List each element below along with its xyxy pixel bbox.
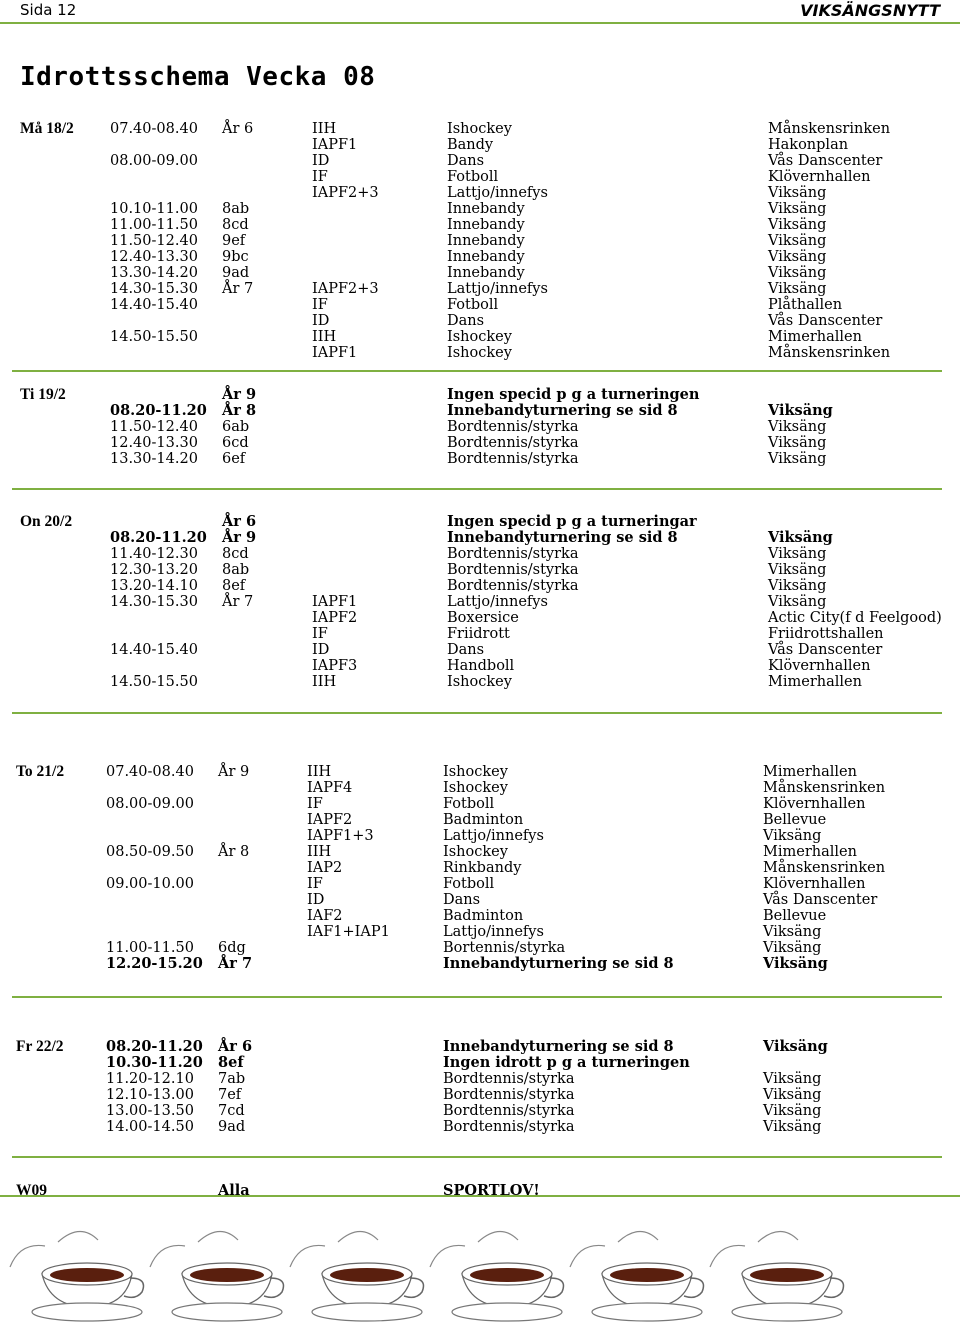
place-cell: Viksäng [768, 281, 827, 297]
time-cell: 11.20-12.10 [106, 1071, 194, 1087]
time-cell: 08.00-09.00 [106, 796, 194, 812]
group-cell: År 8 [222, 402, 257, 419]
schedule-row [0, 530, 960, 546]
time-cell: 14.00-14.50 [106, 1119, 194, 1135]
schedule-row [0, 297, 960, 313]
group-cell: År 6 [222, 121, 254, 137]
place-cell: Actic City(f d Feelgood) [768, 610, 942, 626]
coffee-cup-icon [10, 1231, 144, 1321]
code-cell: IIH [312, 329, 337, 345]
code-cell: IAPF4 [307, 780, 353, 796]
activity-cell: Innebandyturnering se sid 8 [447, 402, 678, 419]
schedule-row [0, 313, 960, 329]
activity-cell: Dans [447, 153, 485, 169]
schedule-row [0, 796, 960, 812]
place-cell: Bellevue [763, 812, 827, 828]
code-cell: IAPF2 [307, 812, 353, 828]
day-label: On 20/2 [20, 513, 73, 530]
schedule-row [0, 1103, 960, 1119]
section-divider [12, 488, 942, 490]
place-cell: Viksäng [763, 828, 822, 844]
time-cell: 12.40-13.30 [110, 249, 198, 265]
place-cell: Plåthallen [768, 297, 843, 313]
activity-cell: Ingen idrott p g a turneringen [443, 1054, 690, 1071]
day-section [0, 1039, 960, 1135]
time-cell: 08.00-09.00 [110, 153, 198, 169]
schedule-row [0, 924, 960, 940]
code-cell: IF [307, 876, 323, 892]
schedule-row [0, 658, 960, 674]
time-cell: 14.40-15.40 [110, 297, 198, 313]
activity-cell: Lattjo/innefys [447, 281, 548, 297]
section-divider [12, 712, 942, 714]
schedule-row [0, 610, 960, 626]
code-cell: ID [307, 892, 325, 908]
schedule-row [0, 387, 960, 403]
place-cell: Friidrottshallen [768, 626, 884, 642]
newspaper-name: VIKSÄNGSNYTT [800, 1, 940, 20]
activity-cell: Ishockey [443, 844, 508, 860]
activity-cell: Innebandy [447, 201, 525, 217]
activity-cell: Badminton [443, 908, 524, 924]
schedule-row [0, 281, 960, 297]
group-cell: 9ef [222, 233, 246, 249]
schedule-row [0, 403, 960, 419]
place-cell: Vås Danscenter [763, 892, 878, 908]
activity-cell: Innebandy [447, 265, 525, 281]
code-cell: IAPF2 [312, 610, 358, 626]
schedule-row [0, 844, 960, 860]
footer-decoration [0, 1195, 960, 1340]
activity-cell: Bordtennis/styrka [447, 578, 579, 594]
schedule-row [0, 812, 960, 828]
schedule-row [0, 562, 960, 578]
activity-cell: Bortennis/styrka [443, 940, 566, 956]
time-cell: 11.40-12.30 [110, 546, 198, 562]
activity-cell: Innebandyturnering se sid 8 [443, 1038, 674, 1055]
group-cell: År 7 [218, 955, 253, 972]
place-cell: Vås Danscenter [768, 642, 883, 658]
schedule-row [0, 185, 960, 201]
group-cell: År 9 [222, 386, 257, 403]
schedule-row [0, 201, 960, 217]
activity-cell: Bordtennis/styrka [443, 1071, 575, 1087]
time-cell: 13.30-14.20 [110, 451, 198, 467]
activity-cell: Badminton [443, 812, 524, 828]
group-cell: År 8 [218, 844, 250, 860]
schedule-row [0, 546, 960, 562]
place-cell: Klövernhallen [768, 169, 871, 185]
code-cell: IAP2 [307, 860, 343, 876]
time-cell: 12.40-13.30 [110, 435, 198, 451]
activity-cell: Lattjo/innefys [447, 185, 548, 201]
code-cell: IIH [307, 764, 332, 780]
activity-cell: Bordtennis/styrka [447, 419, 579, 435]
code-cell: IAPF1 [312, 594, 358, 610]
time-cell: 09.00-10.00 [106, 876, 194, 892]
schedule-row [0, 217, 960, 233]
group-cell: 6ab [222, 419, 250, 435]
activity-cell: Innebandyturnering se sid 8 [443, 955, 674, 972]
activity-cell: Fotboll [447, 297, 499, 313]
group-cell: 7ab [218, 1071, 246, 1087]
group-cell: År 9 [222, 529, 257, 546]
activity-cell: Bordtennis/styrka [447, 562, 579, 578]
activity-cell: Lattjo/innefys [443, 828, 544, 844]
section-divider [12, 1156, 942, 1158]
place-cell: Hakonplan [768, 137, 849, 153]
page-title: Idrottsschema Vecka 08 [20, 62, 376, 92]
place-cell: Viksäng [768, 578, 827, 594]
time-cell: 11.50-12.40 [110, 233, 198, 249]
schedule-row [0, 764, 960, 780]
code-cell: IIH [312, 121, 337, 137]
place-cell: Vås Danscenter [768, 153, 883, 169]
schedule-row [0, 265, 960, 281]
activity-cell: Ishockey [447, 345, 512, 361]
code-cell: ID [312, 642, 330, 658]
coffee-cup-icon [570, 1231, 704, 1321]
code-cell: IAF1+IAP1 [307, 924, 390, 940]
group-cell: År 7 [222, 594, 254, 610]
place-cell: Viksäng [763, 1119, 822, 1135]
schedule-row [0, 956, 960, 972]
group-cell: År 6 [222, 513, 257, 530]
place-cell: Viksäng [763, 1087, 822, 1103]
coffee-cup-border [0, 1197, 960, 1340]
time-cell: 11.00-11.50 [106, 940, 194, 956]
activity-cell: Dans [447, 313, 485, 329]
activity-cell: SPORTLOV! [443, 1182, 540, 1199]
time-cell: 14.30-15.30 [110, 281, 198, 297]
time-cell: 14.40-15.40 [110, 642, 198, 658]
place-cell: Viksäng [768, 402, 833, 419]
schedule-row [0, 626, 960, 642]
activity-cell: Innebandy [447, 233, 525, 249]
group-cell: 9bc [222, 249, 249, 265]
time-cell: 08.20-11.20 [106, 1038, 203, 1055]
code-cell: IIH [307, 844, 332, 860]
place-cell: Viksäng [768, 233, 827, 249]
page-header [0, 0, 960, 24]
activity-cell: Bordtennis/styrka [447, 546, 579, 562]
schedule-row [0, 514, 960, 530]
coffee-cup-icon [430, 1231, 564, 1321]
schedule-row [0, 1119, 960, 1135]
place-cell: Månskensrinken [768, 345, 891, 361]
activity-cell: Dans [447, 642, 485, 658]
time-cell: 10.10-11.00 [110, 201, 198, 217]
schedule-row [0, 940, 960, 956]
schedule-row [0, 233, 960, 249]
activity-cell: Ishockey [447, 674, 512, 690]
activity-cell: Innebandy [447, 249, 525, 265]
activity-cell: Ishockey [447, 329, 512, 345]
place-cell: Viksäng [763, 1038, 828, 1055]
schedule-row [0, 435, 960, 451]
place-cell: Klövernhallen [763, 796, 866, 812]
day-section [0, 387, 960, 467]
schedule-row [0, 908, 960, 924]
activity-cell: Ingen specid p g a turneringen [447, 386, 700, 403]
coffee-cup-icon [150, 1231, 284, 1321]
day-section [0, 764, 960, 972]
schedule-row [0, 121, 960, 137]
time-cell: 10.30-11.20 [106, 1054, 203, 1071]
schedule-row [0, 249, 960, 265]
code-cell: IAPF2+3 [312, 185, 379, 201]
code-cell: IAPF1+3 [307, 828, 374, 844]
time-cell: 08.20-11.20 [110, 402, 207, 419]
activity-cell: Innebandyturnering se sid 8 [447, 529, 678, 546]
place-cell: Månskensrinken [763, 780, 886, 796]
group-cell: Alla [218, 1182, 250, 1199]
place-cell: Viksäng [763, 1071, 822, 1087]
time-cell: 07.40-08.40 [106, 764, 194, 780]
time-cell: 12.30-13.20 [110, 562, 198, 578]
activity-cell: Fotboll [443, 796, 495, 812]
place-cell: Viksäng [768, 435, 827, 451]
place-cell: Viksäng [768, 249, 827, 265]
schedule-row [0, 137, 960, 153]
place-cell: Viksäng [768, 217, 827, 233]
activity-cell: Fotboll [443, 876, 495, 892]
day-label: Må 18/2 [20, 120, 74, 137]
schedule-row [0, 892, 960, 908]
place-cell: Klövernhallen [768, 658, 871, 674]
activity-cell: Friidrott [447, 626, 510, 642]
activity-cell: Handboll [447, 658, 515, 674]
activity-cell: Fotboll [447, 169, 499, 185]
code-cell: IAPF1 [312, 345, 358, 361]
time-cell: 08.20-11.20 [110, 529, 207, 546]
activity-cell: Ishockey [443, 764, 508, 780]
schedule-row [0, 1055, 960, 1071]
place-cell: Viksäng [768, 546, 827, 562]
schedule-row [0, 1087, 960, 1103]
time-cell: 13.20-14.10 [110, 578, 198, 594]
day-label: W09 [16, 1182, 47, 1199]
code-cell: IAPF3 [312, 658, 358, 674]
code-cell: IF [312, 297, 328, 313]
schedule-row [0, 860, 960, 876]
schedule-row [0, 1039, 960, 1055]
place-cell: Viksäng [768, 451, 827, 467]
day-section [0, 121, 960, 361]
group-cell: 8ab [222, 562, 250, 578]
schedule-row [0, 329, 960, 345]
place-cell: Viksäng [768, 419, 827, 435]
time-cell: 11.00-11.50 [110, 217, 198, 233]
group-cell: 9ad [218, 1119, 246, 1135]
code-cell: IIH [312, 674, 337, 690]
group-cell: 7cd [218, 1103, 245, 1119]
place-cell: Viksäng [768, 201, 827, 217]
group-cell: År 6 [218, 1038, 253, 1055]
time-cell: 13.00-13.50 [106, 1103, 194, 1119]
place-cell: Viksäng [763, 1103, 822, 1119]
time-cell: 08.50-09.50 [106, 844, 194, 860]
place-cell: Månskensrinken [763, 860, 886, 876]
schedule-row [0, 594, 960, 610]
activity-cell: Ingen specid p g a turneringar [447, 513, 697, 530]
place-cell: Viksäng [768, 562, 827, 578]
code-cell: IF [312, 169, 328, 185]
activity-cell: Bordtennis/styrka [443, 1119, 575, 1135]
section-divider [12, 370, 942, 372]
group-cell: 7ef [218, 1087, 242, 1103]
group-cell: 6dg [218, 940, 246, 956]
section-divider [12, 996, 942, 998]
day-label: To 21/2 [16, 763, 65, 780]
schedule-row [0, 153, 960, 169]
schedule-row [0, 642, 960, 658]
coffee-cup-icon [290, 1231, 424, 1321]
group-cell: År 7 [222, 281, 254, 297]
schedule-row [0, 674, 960, 690]
activity-cell: Bordtennis/styrka [447, 435, 579, 451]
activity-cell: Innebandy [447, 217, 525, 233]
schedule-row [0, 578, 960, 594]
place-cell: Månskensrinken [768, 121, 891, 137]
time-cell: 12.10-13.00 [106, 1087, 194, 1103]
activity-cell: Bordtennis/styrka [447, 451, 579, 467]
code-cell: IF [312, 626, 328, 642]
schedule-row [0, 780, 960, 796]
time-cell: 14.50-15.50 [110, 329, 198, 345]
day-label: Fr 22/2 [16, 1038, 64, 1055]
time-cell: 14.30-15.30 [110, 594, 198, 610]
code-cell: IAPF2+3 [312, 281, 379, 297]
group-cell: 6cd [222, 435, 249, 451]
activity-cell: Dans [443, 892, 481, 908]
group-cell: 8cd [222, 546, 249, 562]
schedule-row [0, 828, 960, 844]
place-cell: Mimerhallen [763, 844, 857, 860]
schedule-row [0, 345, 960, 361]
activity-cell: Ishockey [443, 780, 508, 796]
place-cell: Klövernhallen [763, 876, 866, 892]
activity-cell: Boxersice [447, 610, 519, 626]
activity-cell: Ishockey [447, 121, 512, 137]
activity-cell: Bordtennis/styrka [443, 1103, 575, 1119]
place-cell: Viksäng [763, 940, 822, 956]
schedule-row [0, 169, 960, 185]
place-cell: Mimerhallen [768, 674, 862, 690]
schedule-row [0, 1071, 960, 1087]
group-cell: 8ef [222, 578, 246, 594]
time-cell: 07.40-08.40 [110, 121, 198, 137]
schedule-row [0, 876, 960, 892]
group-cell: 8ef [218, 1054, 244, 1071]
activity-cell: Bandy [447, 137, 494, 153]
coffee-cup-icon [710, 1231, 844, 1321]
place-cell: Mimerhallen [763, 764, 857, 780]
activity-cell: Lattjo/innefys [447, 594, 548, 610]
schedule-row [0, 419, 960, 435]
group-cell: 8cd [222, 217, 249, 233]
place-cell: Bellevue [763, 908, 827, 924]
time-cell: 11.50-12.40 [110, 419, 198, 435]
code-cell: IAPF1 [312, 137, 358, 153]
code-cell: ID [312, 313, 330, 329]
code-cell: ID [312, 153, 330, 169]
group-cell: År 9 [218, 764, 250, 780]
time-cell: 13.30-14.20 [110, 265, 198, 281]
group-cell: 8ab [222, 201, 250, 217]
place-cell: Viksäng [768, 529, 833, 546]
activity-cell: Rinkbandy [443, 860, 522, 876]
code-cell: IAF2 [307, 908, 343, 924]
group-cell: 6ef [222, 451, 246, 467]
group-cell: 9ad [222, 265, 250, 281]
page-number: Sida 12 [20, 1, 77, 19]
day-section [0, 514, 960, 690]
place-cell: Viksäng [763, 955, 828, 972]
day-label: Ti 19/2 [20, 386, 66, 403]
place-cell: Mimerhallen [768, 329, 862, 345]
place-cell: Vås Danscenter [768, 313, 883, 329]
place-cell: Viksäng [768, 265, 827, 281]
place-cell: Viksäng [763, 924, 822, 940]
activity-cell: Bordtennis/styrka [443, 1087, 575, 1103]
place-cell: Viksäng [768, 594, 827, 610]
time-cell: 12.20-15.20 [106, 955, 203, 972]
schedule-row [0, 451, 960, 467]
time-cell: 14.50-15.50 [110, 674, 198, 690]
activity-cell: Lattjo/innefys [443, 924, 544, 940]
place-cell: Viksäng [768, 185, 827, 201]
code-cell: IF [307, 796, 323, 812]
